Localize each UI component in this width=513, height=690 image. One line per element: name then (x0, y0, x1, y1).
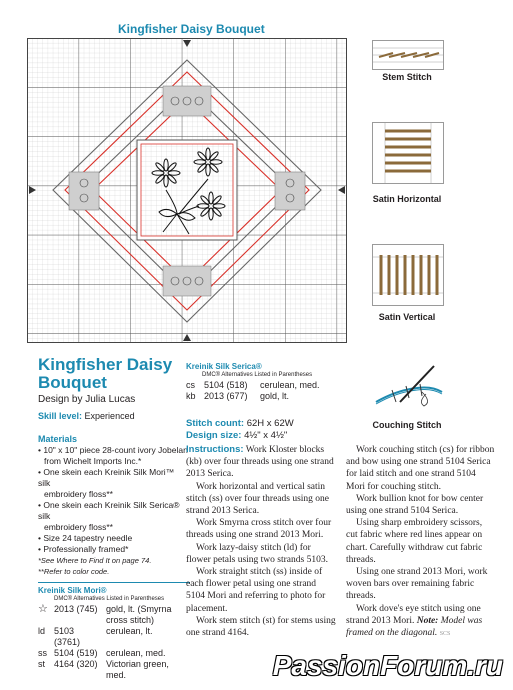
table-row: ss 5104 (519) cerulean, med. (38, 648, 166, 658)
counts (186, 418, 294, 442)
instruction-para: Work horizontal and vertical satin stitch (ss) over four threads using one strand 2013 Serica. (186, 481, 329, 517)
mori-heading: Kreinik Silk Mori® (38, 586, 107, 595)
skill-value: Experienced (84, 411, 135, 421)
mori-table (38, 604, 176, 681)
instruction-para: Work straight stitch (ss) inside of each flower petal using one strand 5104 Mori and referring to photo for placement. (186, 567, 326, 614)
mori-key (38, 582, 190, 681)
table-row: kb 2013 (677) gold, lt. (186, 391, 290, 401)
serica-table (186, 380, 324, 402)
table-row: ☆ 2013 (745) gold, lt. (Smyrna (38, 603, 172, 615)
material-item: from Wichelt Imports Inc.* (44, 456, 142, 466)
table-row: st 4164 (320) Victorian green, (38, 659, 169, 669)
instructions-col2 (346, 444, 496, 640)
stitch-count-label: Stitch count: (186, 418, 245, 429)
material-item: • 10" x 10" piece 28-count ivory Jobelan (38, 445, 188, 455)
instruction-para: Work Smyrna cross stitch over four threads using one strand 2013 Mori. (186, 518, 332, 541)
project-header (38, 356, 178, 421)
mori-dmc-note: DMC® Alternatives Listed in Parentheses (54, 596, 165, 602)
stitch-count-value: 62H x 62W (246, 418, 294, 429)
pattern-chart (27, 38, 347, 343)
project-title-line1: Kingfisher Daisy (38, 355, 173, 374)
table-row: med. (106, 670, 127, 680)
skill-label: Skill level: (38, 411, 83, 421)
materials-note: *See Where to Find It on page 74. (38, 556, 152, 565)
materials-section (38, 434, 188, 577)
instruction-para: Work couching stitch (cs) for ribbon and bow using one strand 5104 Serica for laid stitch and one strand 5104 Mori for couching stitch. (346, 445, 495, 492)
material-item: • Size 24 tapestry needle (38, 533, 133, 543)
instruction-para: Work stem stitch (st) for stems using one strand 4164. (186, 615, 336, 639)
material-item: • One skein each Kreinik Silk Serica® silk (38, 500, 180, 521)
project-title-line2: Bouquet (38, 373, 107, 392)
chart-title: Kingfisher Daisy Bouquet (118, 22, 265, 36)
stem-stitch-diagram (372, 40, 444, 70)
design-size-label: Design size: (186, 430, 242, 441)
serica-key (186, 362, 346, 402)
materials-heading: Materials (38, 434, 78, 444)
table-row: ld 5103 (3761) cerulean, lt. (38, 626, 153, 647)
material-item: embroidery floss** (44, 522, 113, 532)
instruction-para: Work bullion knot for bow center using one strand 5104 Serica. (346, 493, 484, 517)
table-row: cs 5104 (518) cerulean, med. (186, 380, 320, 390)
stem-stitch-label: Stem Stitch (382, 72, 432, 82)
serica-dmc-note: DMC® Alternatives Listed in Parentheses (202, 372, 313, 378)
instruction-para: Instructions: Work Kloster blocks (kb) over four threads using one strand 2013 Serica. (186, 444, 334, 480)
serica-heading: Kreinik Silk Serica® (186, 362, 262, 371)
instructions-col1 (186, 444, 336, 639)
table-row: cross stitch) (106, 615, 155, 625)
materials-note: **Refer to color code. (38, 567, 110, 576)
material-item: embroidery floss** (44, 489, 113, 499)
designer: Design by Julia Lucas (38, 394, 136, 405)
instruction-para: Using sharp embroidery scissors, cut fabric where red lines appear on chart. Carefully withdraw cut fabric threads. (346, 518, 483, 565)
satin-horizontal-diagram (372, 122, 444, 184)
instruction-para: Work lazy-daisy stitch (ld) for flower petals using two strands 5103. (186, 542, 328, 565)
satin-vertical-diagram (372, 244, 444, 306)
instruction-para: Work dove's eye stitch using one strand 2013 Mori. Note: Model was framed on the diagonal. SCS (346, 603, 483, 639)
material-item: • One skein each Kreinik Silk Mori™ silk (38, 467, 175, 488)
satin-horizontal-label: Satin Horizontal (372, 194, 442, 204)
satin-vertical-label: Satin Vertical (378, 312, 436, 322)
couching-stitch-diagram (372, 362, 452, 412)
design-size-value: 4½" x 4½" (244, 430, 288, 441)
watermark: PassionForum.ru (272, 650, 503, 681)
material-item: • Professionally framed* (38, 544, 129, 554)
couching-stitch-label: Couching Stitch (372, 420, 442, 430)
instruction-para: Using one strand 2013 Mori, work woven bars over remaining fabric threads. (346, 567, 488, 602)
